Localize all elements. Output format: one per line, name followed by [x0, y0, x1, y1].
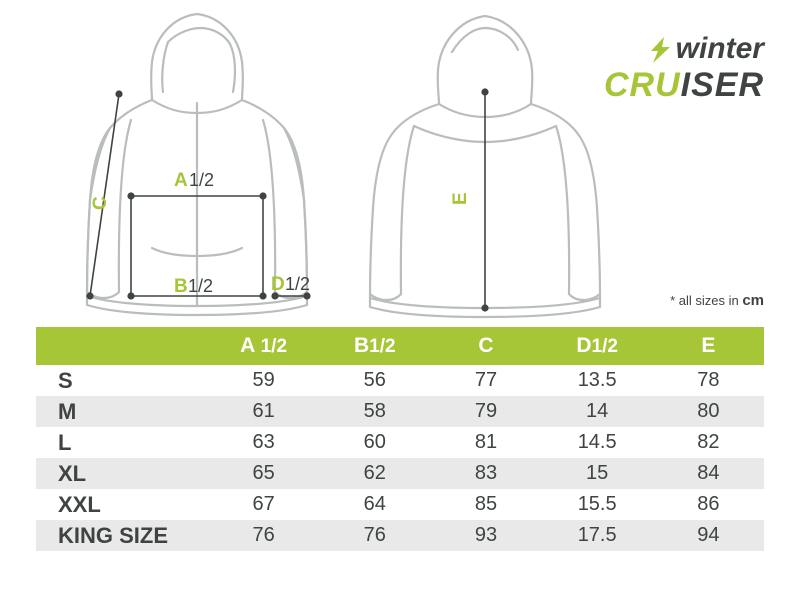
cell-size: KING SIZE — [58, 522, 169, 548]
header-b-sub: 1/2 — [369, 336, 396, 357]
units-note — [670, 292, 764, 309]
cell-size: XL — [58, 460, 87, 486]
brand-word-cru: CRU — [603, 66, 681, 104]
cell-e: 86 — [697, 493, 720, 515]
units-note-prefix: * all sizes in — [670, 293, 743, 308]
header-a-half — [208, 327, 319, 365]
cell-b: 58 — [363, 400, 386, 422]
cell-a: 59 — [252, 369, 275, 391]
label-d-half: D — [271, 274, 285, 295]
cell-c: 79 — [474, 400, 498, 422]
table-row — [36, 458, 764, 489]
label-b-half-sub: 1/2 — [188, 276, 214, 296]
label-e: E — [450, 192, 471, 205]
label-b-half: B — [174, 276, 188, 297]
cell-c: 81 — [474, 431, 498, 453]
cell-d: 14 — [586, 400, 609, 422]
cell-a: 65 — [252, 462, 275, 484]
cell-b: 60 — [363, 431, 386, 453]
cell-b: 62 — [363, 462, 386, 484]
table-row — [36, 365, 764, 396]
label-a-half: A — [174, 170, 188, 191]
cell-d: 13.5 — [577, 369, 617, 391]
table-row — [36, 489, 764, 520]
header-b-half — [319, 327, 430, 365]
header-c: C — [430, 327, 541, 365]
cell-e: 94 — [697, 524, 720, 546]
units-note-unit: cm — [742, 292, 764, 309]
cell-e: 84 — [697, 462, 720, 484]
table-header-row — [36, 327, 764, 365]
cell-b: 64 — [363, 493, 386, 515]
cell-c: 93 — [474, 524, 498, 546]
header-a-sub: 1/2 — [255, 336, 288, 357]
size-table-head — [36, 327, 764, 365]
header-a-main: A — [240, 334, 256, 357]
cell-size: M — [58, 398, 77, 424]
header-d-main: D — [576, 334, 592, 357]
cell-c: 83 — [474, 462, 498, 484]
header-b-main: B — [353, 334, 370, 357]
cell-a: 61 — [252, 400, 275, 422]
cell-e: 82 — [697, 431, 720, 453]
cell-size: XXL — [58, 491, 101, 517]
cell-c: 85 — [474, 493, 498, 515]
cell-c: 77 — [474, 369, 498, 391]
cell-b: 76 — [363, 524, 386, 546]
cell-d: 14.5 — [577, 431, 617, 453]
label-d-half-sub: 1/2 — [285, 274, 311, 294]
hoodie-front-outline — [87, 14, 307, 315]
table-row — [36, 396, 764, 427]
measure-line-c — [90, 94, 119, 296]
header-e: E — [653, 327, 764, 365]
label-a-half-sub: 1/2 — [189, 170, 215, 190]
cell-d: 15.5 — [577, 493, 617, 515]
table-row — [36, 427, 764, 458]
table-row — [36, 520, 764, 551]
cell-a: 63 — [252, 431, 275, 453]
cell-a: 76 — [252, 524, 275, 546]
header-d-sub: 1/2 — [591, 336, 618, 357]
cell-a: 67 — [252, 493, 275, 515]
label-c: C — [90, 196, 111, 210]
cell-d: 15 — [586, 462, 609, 484]
brand-word-winter: winter — [675, 32, 764, 65]
header-size — [36, 327, 208, 365]
cell-size: L — [58, 429, 72, 455]
cell-e: 80 — [697, 400, 720, 422]
brand-word-iser: ISER — [680, 66, 764, 104]
cell-size: S — [58, 367, 73, 393]
cell-d: 17.5 — [577, 524, 617, 546]
cell-e: 78 — [697, 369, 720, 391]
cell-b: 56 — [363, 369, 386, 391]
size-table-body — [36, 365, 764, 551]
size-table — [36, 327, 764, 551]
header-d-half — [542, 327, 653, 365]
